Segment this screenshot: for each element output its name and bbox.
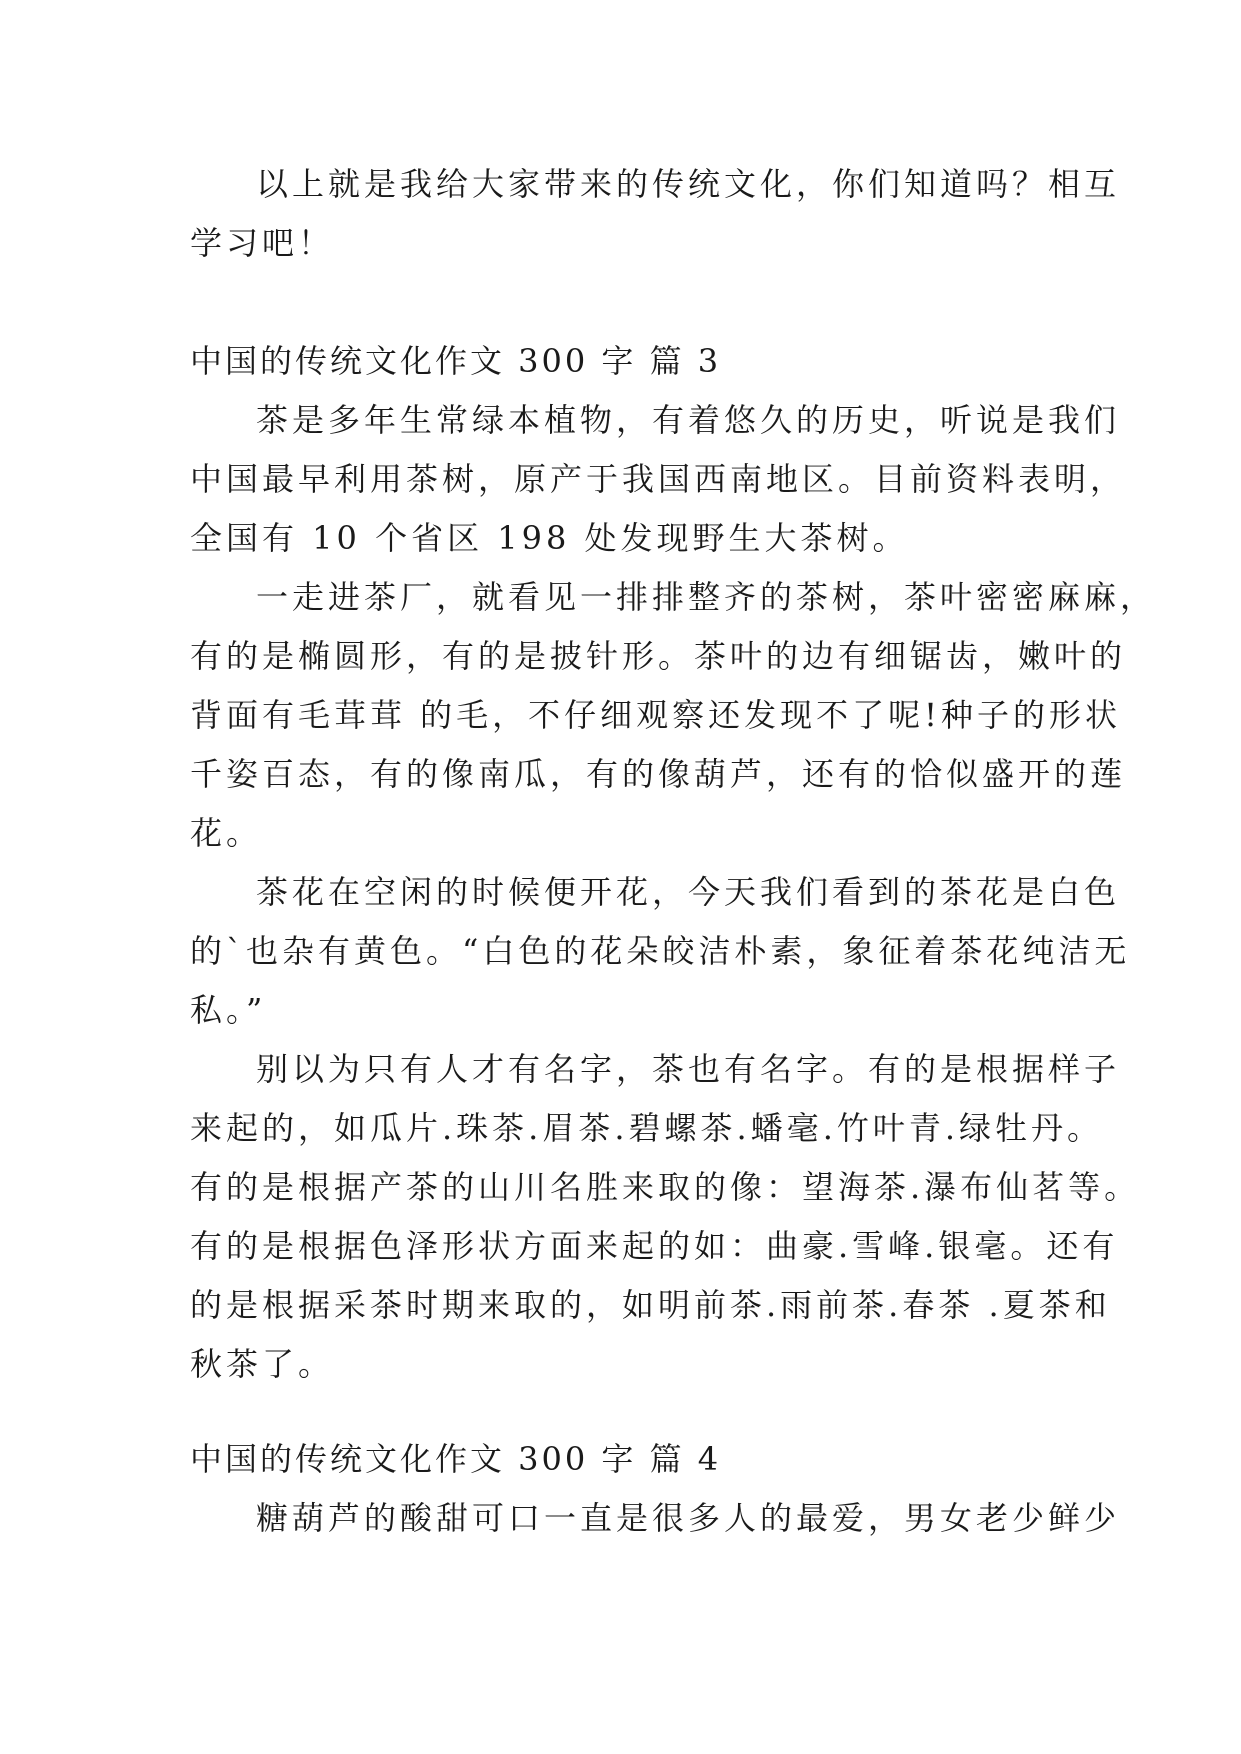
paragraph-line: 秋茶了。 <box>190 1345 335 1383</box>
paragraph-line: 全国有 10 个省区 198 处发现野生大茶树。 <box>190 519 909 557</box>
paragraph-line: 的是根据采茶时期来取的，如明前茶.雨前茶.春茶 .夏茶和 <box>190 1286 1111 1324</box>
paragraph-line: 糖葫芦的酸甜可口一直是很多人的最爱，男女老少鲜少 <box>256 1499 1121 1537</box>
paragraph-line: 别以为只有人才有名字，茶也有名字。有的是根据样子 <box>256 1050 1121 1088</box>
paragraph-line: 花。 <box>190 814 263 852</box>
paragraph-line: 有的是根据产茶的山川名胜来取的像：望海茶.瀑布仙茗等。 <box>190 1168 1141 1206</box>
paragraph-line: 以上就是我给大家带来的传统文化，你们知道吗？相互 <box>256 165 1121 203</box>
paragraph-tea-flowers <box>190 863 1131 1040</box>
paragraph-line: 有的是根据色泽形状方面来起的如：曲豪.雪峰.银毫。还有 <box>190 1227 1119 1265</box>
section-heading-3 <box>190 332 1070 391</box>
heading-line: 中国的传统文化作文 300 字 篇 4 <box>190 1440 722 1478</box>
paragraph-tea-intro <box>190 391 1127 568</box>
paragraph-line: 私。” <box>190 991 267 1029</box>
paragraph-line: 有的是椭圆形，有的是披针形。茶叶的边有细锯齿，嫩叶的 <box>190 637 1127 675</box>
paragraph-tea-factory <box>190 568 1157 863</box>
paragraph-closing <box>190 155 1121 273</box>
heading-line: 中国的传统文化作文 300 字 篇 3 <box>190 342 722 380</box>
paragraph-line: 茶花在空闲的时候便开花，今天我们看到的茶花是白色 <box>256 873 1121 911</box>
paragraph-line: 的`也杂有黄色。“白色的花朵皎洁朴素，象征着茶花纯洁无 <box>190 932 1131 970</box>
paragraph-line: 来起的，如瓜片.珠茶.眉茶.碧螺茶.蟠毫.竹叶青.绿牡丹。 <box>190 1109 1104 1147</box>
paragraph-line: 中国最早利用茶树，原产于我国西南地区。目前资料表明， <box>190 460 1127 498</box>
paragraph-tanghulu <box>190 1489 1121 1548</box>
paragraph-line: 千姿百态，有的像南瓜，有的像葫芦，还有的恰似盛开的莲 <box>190 755 1127 793</box>
paragraph-line: 学习吧！ <box>190 224 335 262</box>
paragraph-tea-names <box>190 1040 1141 1394</box>
section-heading-4 <box>190 1430 1070 1489</box>
paragraph-line: 背面有毛茸茸 的毛，不仔细观察还发现不了呢!种子的形状 <box>190 696 1122 734</box>
paragraph-line: 一走进茶厂，就看见一排排整齐的茶树，茶叶密密麻麻， <box>256 578 1157 616</box>
paragraph-line: 茶是多年生常绿本植物，有着悠久的历史，听说是我们 <box>256 401 1121 439</box>
